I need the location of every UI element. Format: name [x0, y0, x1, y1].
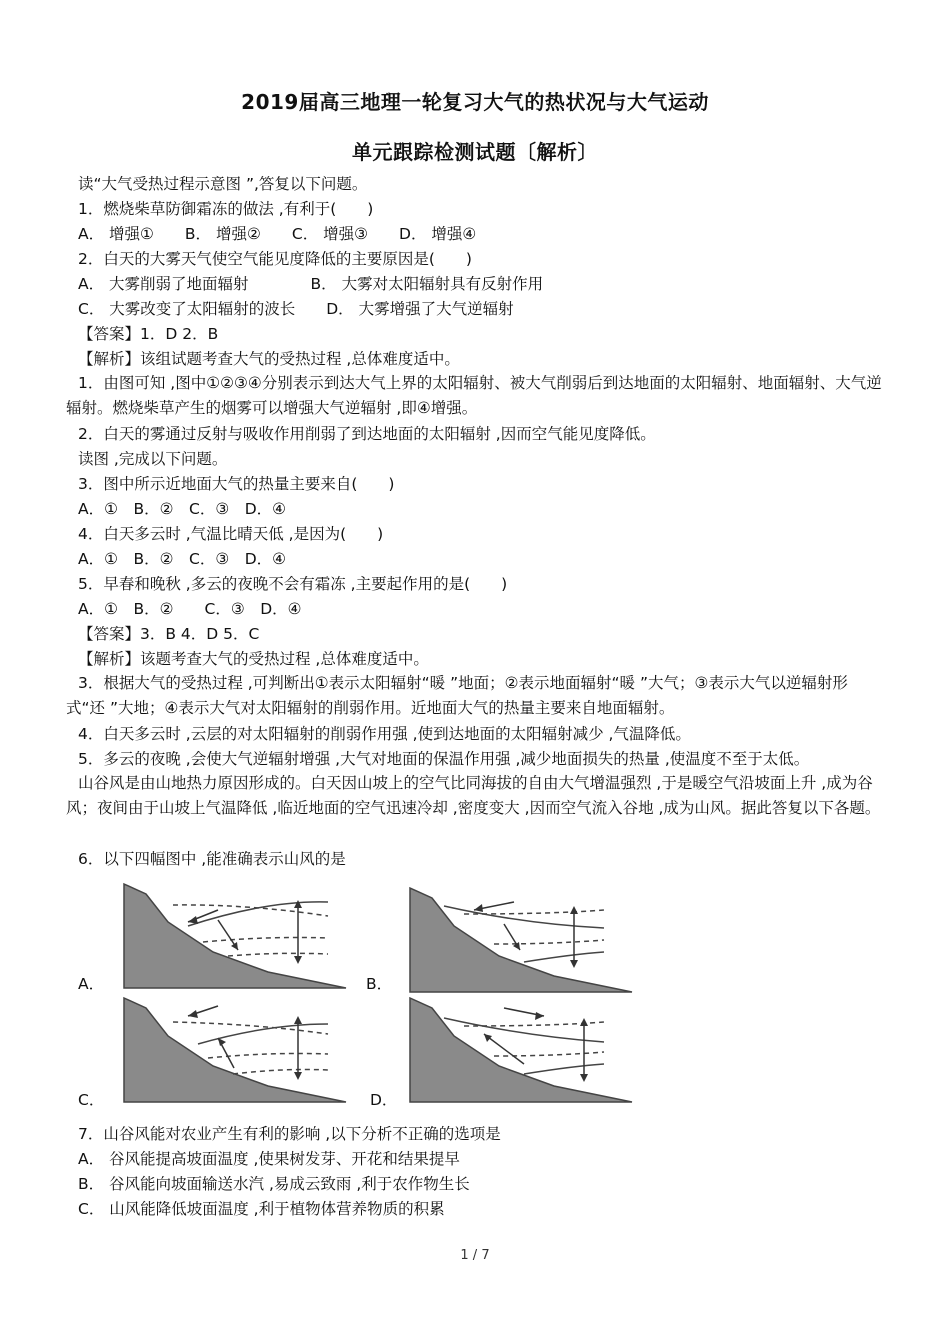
slope-shape — [124, 884, 346, 988]
question-6: 6．以下四幅图中 ,能准确表示山风的是 — [78, 850, 346, 868]
page-number: 1 / 7 — [460, 1248, 490, 1263]
text-line: 3．图中所示近地面大气的热量主要来自( ) — [78, 475, 395, 493]
text-line: A．① B．② C．③ D．④ — [78, 550, 287, 568]
answer-line: 【答案】3．B 4．D 5．C — [78, 625, 260, 643]
question-7: 7．山谷风能对农业产生有利的影响 ,以下分析不正确的选项是 — [78, 1125, 501, 1143]
option-b: B． 谷风能向坡面输送水汽 ,易成云致雨 ,利于农作物生长 — [78, 1175, 470, 1193]
option-c: C． 山风能降低坡面温度 ,利于植物体营养物质的积累 — [78, 1200, 445, 1218]
figure-a — [118, 880, 350, 992]
answer-line: 【答案】1．D 2．B — [78, 325, 219, 343]
intro-para: 山谷风是由山地热力原因形成的。白天因山坡上的空气比同海拔的自由大气增温强烈 ,于是暖空气沿坡面上升 ,成为谷风；夜间由于山坡上气温降低 ,临近地面的空气迅速冷却 ,密度变大 ,因而空气流入谷地 ,成为山风。据此答复以下各题。 — [66, 774, 881, 817]
figure-d — [404, 994, 636, 1106]
doc-title-line1: 2019届高三地理一轮复习大气的热状况与大气运动 — [241, 90, 709, 114]
text-line: C． 大雾改变了太阳辐射的波长 D． 大雾增强了大气逆辐射 — [78, 300, 514, 318]
text-line: 2．白天的大雾天气使空气能见度降低的主要原因是( ) — [78, 250, 472, 268]
text-line: 读“大气受热过程示意图 ”,答复以下问题。 — [78, 175, 368, 193]
text-line: A．① B．② C．③ D．④ — [78, 600, 302, 618]
text-line: 读图 ,完成以下问题。 — [78, 450, 228, 468]
analysis-para: 1．由图可知 ,图中①②③④分别表示到达大气上界的太阳辐射、被大气削弱后到达地面的太阳辐射、地面辐射、大气逆辐射。燃烧柴草产生的烟雾可以增强大气逆辐射 ,即④增强。 — [66, 374, 882, 417]
analysis-para: 3．根据大气的受热过程 ,可判断出①表示太阳辐射“暖 ”地面；②表示地面辐射“暖 ”大气；③表示大气以逆辐射形式“还 ”大地；④表示大气对太阳辐射的削弱作用。近地面大气的热量主要来自地面辐射。 — [66, 674, 848, 717]
slope-shape — [410, 888, 632, 992]
slope-shape — [124, 998, 346, 1102]
text-line: A．① B．② C．③ D．④ — [78, 500, 287, 518]
figure-label-a: A． — [78, 975, 105, 993]
doc-title-line2: 单元跟踪检测试题〔解析〕 — [352, 140, 598, 164]
figure-label-c: C． — [78, 1091, 105, 1109]
text-line: 4．白天多云时 ,气温比晴天低 ,是因为( ) — [78, 525, 384, 543]
text-line: A． 大雾削弱了地面辐射 B． 大雾对太阳辐射具有反射作用 — [78, 275, 544, 293]
text-line: 2．白天的雾通过反射与吸收作用削弱了到达地面的太阳辐射 ,因而空气能见度降低。 — [78, 425, 656, 443]
text-line: 1．燃烧柴草防御霜冻的做法 ,有利于( ) — [78, 200, 374, 218]
text-line: 4．白天多云时 ,云层的对太阳辐射的削弱作用强 ,使到达地面的太阳辐射减少 ,气温降低。 — [78, 725, 691, 743]
figure-label-b: B． — [366, 975, 393, 993]
analysis-line: 【解析】该题考查大气的受热过程 ,总体难度适中。 — [78, 650, 429, 668]
figure-b — [404, 884, 636, 996]
text-line: 5．早春和晚秋 ,多云的夜晚不会有霜冻 ,主要起作用的是( ) — [78, 575, 508, 593]
text-line: A． 增强① B． 增强② C． 增强③ D． 增强④ — [78, 225, 477, 243]
figure-label-d: D． — [370, 1091, 398, 1109]
text-line: 5．多云的夜晚 ,会使大气逆辐射增强 ,大气对地面的保温作用强 ,减少地面损失的热量 ,使温度不至于太低。 — [78, 750, 810, 768]
analysis-line: 【解析】该组试题考查大气的受热过程 ,总体难度适中。 — [78, 350, 460, 368]
figure-c — [118, 994, 350, 1106]
option-a: A． 谷风能提高坡面温度 ,使果树发芽、开花和结果提早 — [78, 1150, 460, 1168]
slope-shape — [410, 998, 632, 1102]
